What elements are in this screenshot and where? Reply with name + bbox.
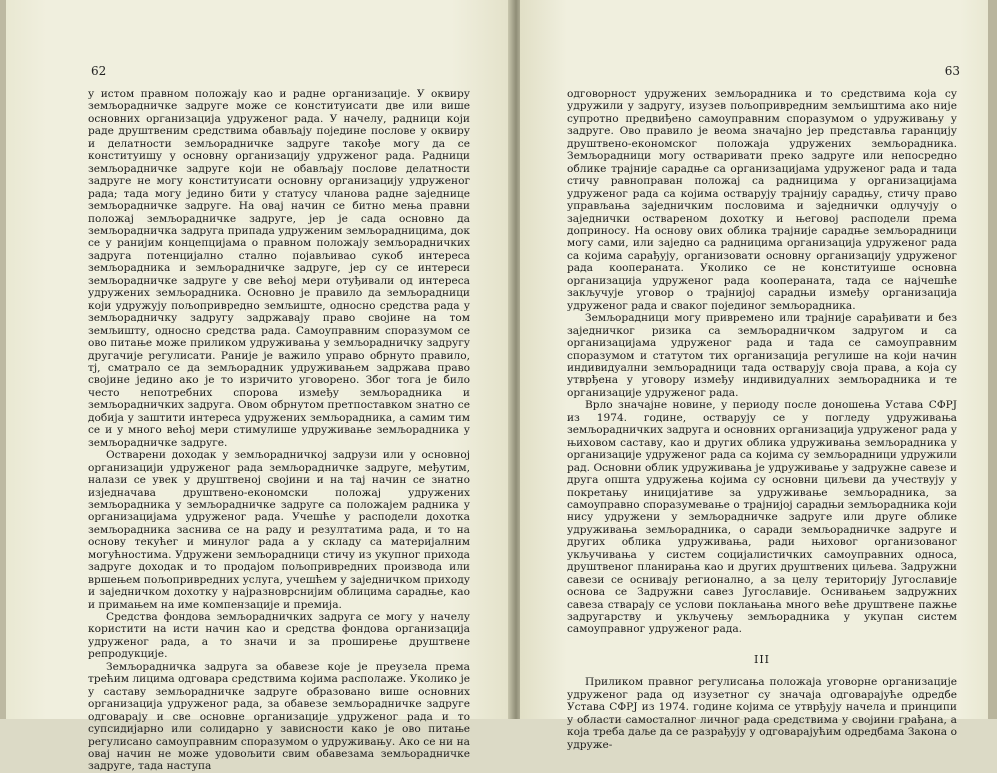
paragraph: одговорност удружених земљорадника и то средствима која су удружили у задругу, изузев пољопривредним земљиштима ако није супротно предвиђено самоуправним споразумом о удруживању у задруге. Ово правило је веома значајно јер представља гаранцију друштвено-економског положаја удружених земљорадника. Земљорадници могу остваривати преко задруге или непосредно облике трајније сарадње са организацијама удруженог рада и тада стичу равноправан положај са радницима у организацијама удруженог рада са којима остварују трајнију сарадњу, стичу право управљања заједничким пословима и заједнички одлучују о заједнички оствареном дохотку и његовој расподели према доприносу. На основу ових облика трајније сарадње земљорадници могу сами, или заједно са радницима организација удруженог рада са којима сарађују, организовати основну организацију удруженог рада коопераната. Уколико се не конституише основна организација удруженог рада коопераната, тада се најчешће закључује уговор о трајнијој сарадњи између организација удруженог рада и сваког појединог земљорадника.: [567, 88, 957, 312]
paragraph: Врло значајне новине, у периоду после доношења Устава СФРЈ из 1974. године, остварују се у погледу удруживања земљорадничких задруга и основних организација удруженог рада у њиховом саставу, као и других облика удруживања земљорадника у организације удруженог рада са којима су земљорадници удружили рад. Основни облик удруживања је удруживање у задружне савезе и друга општа удружења којима су основни циљеви да учествују у покретању иницијативе за удруживање земљорадника, за самоуправно споразумевање о трајнијој сарадњи земљорадника који нису удружени у земљорадничке задруге или друге облике удруживања земљорадника, о саради земљорадничке задруге и других облика удруживања, ради њиховог организованог укључивања у систем социјалистичких самоуправних односа, друштвеног планирања као и других друштвених циљева. Задружни савези се оснивају регионално, а за целу територију Југославије основа се Задружни савез Југославије. Оснивањем задружних савеза стварају се услови поклањања много веће друштвене пажње задругарству и укључењу земљорадника у укупан систем самоуправног удруженог рада.: [567, 399, 957, 636]
page-number-left: 62: [91, 64, 107, 78]
right-page: [520, 0, 988, 751]
section-heading: III: [753, 652, 771, 666]
left-page-text: [88, 88, 470, 773]
book-edge-right: [988, 0, 997, 719]
left-page: [6, 0, 512, 773]
paragraph: Земљорадници могу привремено или трајније сарађивати и без заједничког ризика са земљорадничком задругом и са организацијама удруженог рада и тада се самоуправним споразумом и статутом тих организација регулише на који начин индивидуални земљорадници тада остварују своја права, а која су утврђена у уговору између индивидуалних земљорадника и те организације удруженог рада.: [567, 312, 957, 399]
right-page-text: [567, 88, 957, 751]
paragraph: у истом правном положају као и радне организације. У оквиру земљорадничке задруге може се конституисати две или више основних организација удруженог рада. У начелу, радници који раде друштвеним средствима обављају поједине послове у оквиру и делатности земљорадничке задруге такође могу да се конституишу у основну организацију удруженог рада. Радници земљорадничке задруге који не обављају послове делатности задруге не могу конституисати основну организацију удруженог рада; тада могу једино бити у статусу чланова радне заједнице земљорадничке задруге. На овај начин се битно мења правни положај земљорадничке задруге, јер је сада основно да земљорадничка задруга припада удруженим земљорадницима, док се у ранијим концепцијама о правном положају земљорадничких задруга потенцијално стално појављивао сукоб интереса земљорадника и земљорадничке задруге, јер су се интереси земљорадничке задруге у све већој мери отуђивали од интереса удружених земљорадника. Основно је правило да земљорадници који удружују пољопривредно земљиште, односно средства рада у земљорадничку задругу задржавају право својине на том земљишту, односно средства рада. Самоуправним споразумом се ово питање може приликом удруживања у земљорадничку задругу другачије регулисати. Раније је важило управо обрнуто правило, тј, сматрало се да земљорадник удруживањем задржава право својине једино ако је то изричито уговорено. Због тога је било често непотребних спорова између земљорадника и земљорадничких задруга. Овом обрнутом претпоставком знатно се добија у заштити интереса удружених земљорадника, а самим тим се и у много већој мери стимулише удруживање земљорадника у земљорадничке задруге.: [88, 88, 470, 449]
paragraph: Земљорадничка задруга за обавезе које је преузела према трећим лицима одговара средствима којима располаже. Уколико је у саставу земљорадничке задруге образовано више основних организација удруженог рада, за обавезе земљорадничке задруге одговарају и све основне организације удруженог рада и то супсидијарно или солидарно у зависности како је ово питање регулисано самоуправним споразумом о удруживању. Ако се ни на овај начин не може удовољити свим обавезама земљорадничке задруге, тада наступа: [88, 660, 470, 773]
page-number-right: 63: [944, 64, 960, 78]
paragraph: Остварени доходак у земљорадничкој задрузи или у основној организацији удруженог рада земљорадничке задруге, међутим, налази се увек у друштвеној својини и на тај начин се знатно изједначава друштвено-економски положај удружених земљорадника у земљорадничке задруге са положајем радника у организацијама удруженог рада. Учешће у расподели дохотка земљорадника заснива се на раду и резултатима рада, и то на основу текућег и минулог рада а у складу са материјалним могућностима. Удружени земљорадници стичу из укупног прихода задруге доходак и то продајом пољопривредних производа или вршењем пољопривредних услуга, учешћем у заједничком приходу и заједничком дохотку у најразноврснијим облицима сарадње, као и примањем на име компензације и премија.: [88, 449, 470, 611]
paragraph: Средства фондова земљорадничких задруга се могу у начелу користити на исти начин као и средства фондова организација удруженог рада, а то значи и за проширење друштвене репродукције.: [88, 611, 470, 661]
paragraph: Приликом правног регулисања положаја уговорне организације удруженог рада од изузетног су значаја одговарајуће одредбе Устава СФРЈ из 1974. године којима се утврђују начела и принципи у области самосталног личног рада средствима у својини грађана, а која треба даље да се разрађују у одговарајућим одредбама Закона о удруже-: [567, 676, 957, 751]
